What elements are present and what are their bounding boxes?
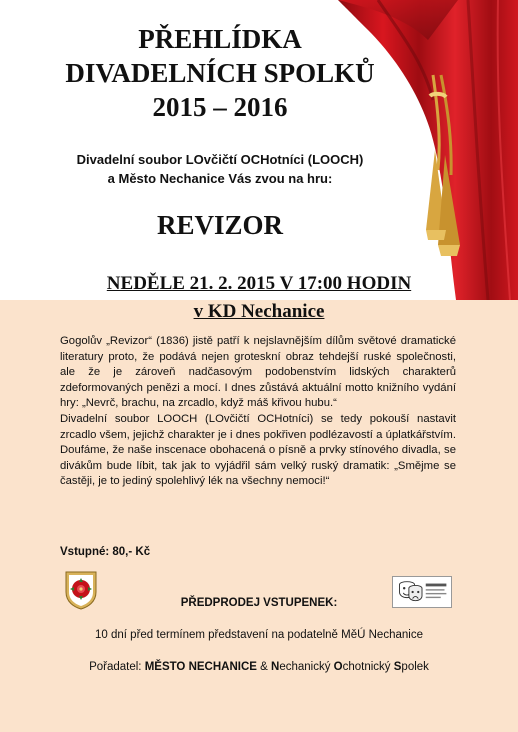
org-n-rest: echanický [279,661,334,673]
org-o-rest: chotnický [342,661,394,673]
description-paragraph-2: Divadelní soubor LOOCH (LOvčičtí OCHotníci) se tedy pokouší nastavit zrcadlo všem, jejichž charakter je i dnes pokřiven podlézavostí a úplatkářstvím. Doufáme, že naše inscenace obohacená o písně a prvky stínového divadla, se divákům bude líbit, tak jak to vyjádřil sám velký ruský dramatik: „Smějme se častěji, je to jediný spolehlivý lék na všechny nemoci!“ [60,412,456,488]
org-o-cap: O [333,661,343,673]
organizer-line [0,661,518,673]
organizer-city: MĚSTO NECHANICE [144,661,257,673]
presale-info: 10 dní před termínem představení na podatelně MěÚ Nechanice [95,629,423,641]
subtitle-line-1: Divadelní soubor LOvčičtí OCHotníci (LOOCH) [76,152,364,167]
organizer-prefix: Pořadatel: [89,661,145,673]
description-paragraph-1: Gogolův „Revizor“ (1836) jistě patří k nejslavnějším dílům světové dramatické literatury proto, že podává nejen groteskní obraz tehdejší ruské společnosti, ale že je zároveň nadčasovým podobenstvím lidských charakterů zdeformovaných penězi a mocí. I dnes zůstává aktuální motto knižního vydání hry: „Nevrč, brachu, na zrcadlo, když máš křivou hubu.“ [60,335,456,410]
organizer-amp: & [256,661,271,673]
subtitle-line-2: a Město Nechanice Vás zvou na hru: [107,171,333,186]
description [60,334,456,490]
performance-date: NEDĚLE 21. 2. 2015 V 17:00 HODIN [106,273,412,294]
org-s-rest: polek [401,661,429,673]
poster-title [40,22,400,124]
title-line-2: DIVADELNÍCH SPOLKŮ [65,58,375,88]
title-line-1: PŘEHLÍDKA [138,24,302,54]
ticket-price: Vstupné: 80,- Kč [60,546,151,558]
venue: v KD Nechanice [193,301,325,322]
presale-heading: PŘEDPRODEJ VSTUPENEK: [180,597,338,609]
top-section [0,0,518,300]
org-n-cap: N [271,661,280,673]
invitation-text [40,150,400,188]
play-title: REVIZOR [156,210,284,240]
title-line-3: 2015 – 2016 [152,92,288,122]
org-s-cap: S [393,661,402,673]
